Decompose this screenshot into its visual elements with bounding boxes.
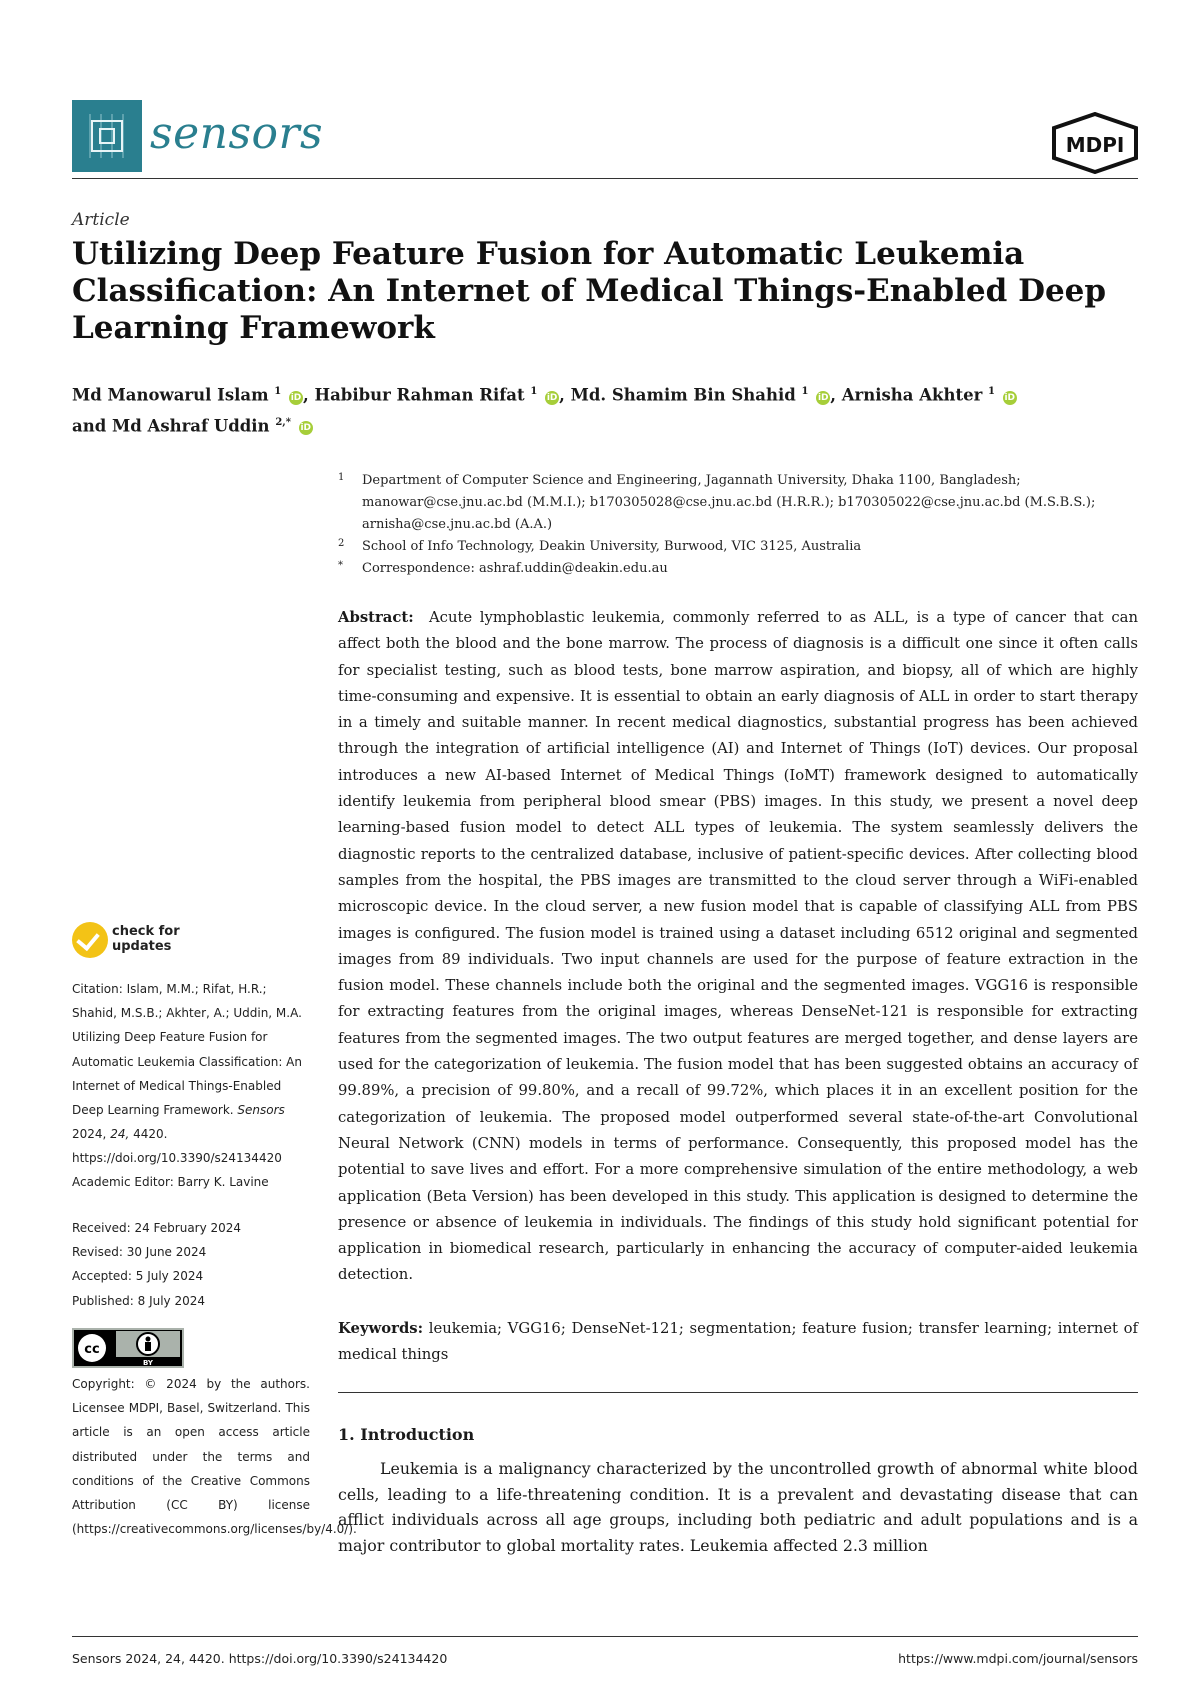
section-divider xyxy=(338,1392,1138,1393)
affiliation-item xyxy=(338,558,1138,580)
citation-suffix[interactable]: 4420. https://doi.org/10.3390/s24134420 xyxy=(72,1127,282,1166)
author-name[interactable]: Arnisha Akhter xyxy=(841,385,983,405)
svg-text:BY: BY xyxy=(142,1359,154,1367)
citation-year: 2024, xyxy=(72,1127,107,1142)
svg-text:cc: cc xyxy=(84,1342,100,1357)
affiliation-item xyxy=(338,536,1138,558)
academic-editor: Academic Editor: Barry K. Lavine xyxy=(72,1175,269,1189)
author-name[interactable]: Habibur Rahman Rifat xyxy=(314,385,525,405)
footer-journal-link[interactable]: https://www.mdpi.com/journal/sensors xyxy=(898,1651,1138,1666)
abstract xyxy=(338,605,1138,1289)
affiliation-text: School of Info Technology, Deakin University, Burwood, VIC 3125, Australia xyxy=(362,539,862,554)
orcid-icon[interactable]: iD xyxy=(1004,392,1016,403)
section-heading: 1. Introduction xyxy=(338,1425,475,1444)
orcid-icon[interactable]: iD xyxy=(290,392,302,403)
author-name[interactable]: and Md Ashraf Uddin xyxy=(72,416,270,435)
checkmark-icon xyxy=(72,922,108,958)
abstract-text: Acute lymphoblastic leukemia, commonly referred to as ALL, is a type of cancer that can affect both the blood and the bone marrow. The process of diagnosis is a difficult one since it often calls for specialist testing, such as blood tests, bone marrow aspiration, and biopsy, all of which are highly time-consuming and expensive. It is essential to obtain an early diagnosis of ALL in order to start therapy in a timely and suitable manner. In recent medical diagnostics, substantial progress has been achieved through the integration of artificial intelligence (AI) and Internet of Things (IoT) devices. Our proposal introduces a new AI-based Internet of Medical Things (IoMT) framework designed to automatically identify leukemia from peripheral blood smear (PBS) images. In this study, we present a novel deep learning-based fusion model to detect ALL types of leukemia. The system seamlessly delivers the diagnostic reports to the centralized database, inclusive of patient-specific devices. After collecting blood samples from the hospital, the PBS images are transmitted to the cloud server through a WiFi-enabled microscopic device. In the cloud server, a new fusion model that is capable of classifying ALL from PBS images is configured. The fusion model is trained using a dataset including 6512 original and segmented images from 89 individuals. Two input channels are used for the purpose of feature extraction in the fusion model. These channels include both the original and the segmented images. VGG16 is responsible for extracting features from the original images, whereas DenseNet-121 is responsible for extracting features from the segmented images. The two output features are merged together, and dense layers are used for the categorization of leukemia. The fusion model that has been suggested obtains an accuracy of 99.89%, a precision of 99.80%, and a recall of 99.72%, which places it in an excellent position for the categorization of leukemia. The proposed model outperformed several state-of-the-art Convolutional Neural Network (CNN) models in terms of performance. Consequently, this proposed model has the potential to save lives and effort. For a more comprehensive simulation of the entire methodology, a web application (Beta Version) has been developed in this study. This application is designed to determine the presence or absence of leukemia in individuals. The findings of this study hold significant potential for application in biomedical research, particularly in enhancing the accuracy of computer-aided leukemia detection. xyxy=(338,609,1138,1284)
citation-block xyxy=(72,977,310,1171)
citation-journal: Sensors xyxy=(237,1103,285,1118)
author-affil: 1 xyxy=(801,386,809,397)
footer-divider xyxy=(72,1636,1138,1637)
keywords-text: leukemia; VGG16; DenseNet-121; segmentation; feature fusion; transfer learning; internet of medical things xyxy=(338,1320,1138,1363)
copyright-notice: Copyright: © 2024 by the authors. Licensee MDPI, Basel, Switzerland. This article is an open access article distributed under the terms and conditions of the Creative Commons Attribution (CC BY) license (https://creativecommons.org/licenses/by/4.0/). xyxy=(72,1377,357,1537)
journal-logo-icon xyxy=(72,100,142,172)
received-date: Received: 24 February 2024 xyxy=(72,1221,242,1235)
revised-date: Revised: 30 June 2024 xyxy=(72,1245,207,1260)
paper-title: Utilizing Deep Feature Fusion for Automatic Leukemia Classification: An Internet of Medical Things-Enabled Deep Learning Framework xyxy=(72,236,1107,346)
affiliation-number: 2 xyxy=(338,538,345,549)
accepted-date: Accepted: 5 July 2024 xyxy=(72,1269,204,1284)
check-updates-line2: updates xyxy=(112,939,172,954)
cc-by-license-icon[interactable] xyxy=(72,1328,184,1368)
author-sep: , xyxy=(830,385,842,405)
orcid-icon[interactable]: iD xyxy=(300,423,312,433)
header-divider xyxy=(72,178,1138,179)
published-date: Published: 8 July 2024 xyxy=(72,1293,206,1308)
orcid-icon[interactable]: iD xyxy=(817,392,829,403)
affiliation-number: * xyxy=(338,560,343,571)
affiliation-number: 1 xyxy=(338,472,345,483)
check-updates-line1: check for xyxy=(112,924,180,939)
affiliation-item xyxy=(338,470,1138,536)
footer-citation[interactable]: Sensors 2024, 24, 4420. https://doi.org/10.3390/s24134420 xyxy=(72,1651,448,1666)
author-sep: , xyxy=(303,385,315,405)
check-for-updates-badge[interactable] xyxy=(72,922,222,962)
correspondence-text: Correspondence: ashraf.uddin@deakin.edu.au xyxy=(362,561,668,576)
introduction-text: Leukemia is a malignancy characterized by the uncontrolled growth of abnormal white blood cells, leading to a life-threatening condition. It is a prevalent and devastating disease that can afflict individuals across all age groups, including both pediatric and adult populations and is a major contributor to global mortality rates. Leukemia affected 2.3 million xyxy=(338,1459,1138,1555)
citation-prefix: Citation: Islam, M.M.; Rifat, H.R.; Shahid, M.S.B.; Akhter, A.; Uddin, M.A. Utilizing Deep Feature Fusion for Automatic Leukemia Classification: An Internet of Medical Things-Enabled Deep Learning Framework. xyxy=(72,982,302,1118)
author-affil: 2,* xyxy=(275,416,291,428)
author-affil: 1 xyxy=(988,386,995,397)
author-list xyxy=(72,378,1072,439)
affiliations xyxy=(338,470,1138,580)
author-name[interactable]: Md Manowarul Islam xyxy=(72,385,269,405)
article-type: Article xyxy=(72,210,130,230)
author-name[interactable]: Md. Shamim Bin Shahid xyxy=(570,385,796,405)
orcid-icon[interactable]: iD xyxy=(546,392,558,403)
author-affil: 1 xyxy=(274,386,282,397)
publication-dates xyxy=(72,1216,310,1313)
author-affil: 1 xyxy=(530,386,538,397)
affiliation-text: Department of Computer Science and Engineering, Jagannath University, Dhaka 1100, Bangladesh; manowar@cse.jnu.ac.bd (M.M.I.); b170305028@cse.jnu.ac.bd (H.R.R.); b170305022@cse.jnu.ac.bd (M.S.B.S.); arnisha@cse.jnu.ac.bd (A.A.) xyxy=(362,473,1096,532)
mdpi-logo-text: MDPI xyxy=(1065,133,1125,157)
mdpi-logo[interactable] xyxy=(1050,112,1140,174)
journal-name: sensors xyxy=(150,108,324,159)
keywords xyxy=(338,1316,1138,1368)
check-updates-label xyxy=(112,924,180,954)
abstract-label: Abstract: xyxy=(338,609,414,626)
citation-volume: 24, xyxy=(110,1127,130,1142)
author-sep: , xyxy=(559,385,571,405)
keywords-label: Keywords: xyxy=(338,1320,424,1337)
